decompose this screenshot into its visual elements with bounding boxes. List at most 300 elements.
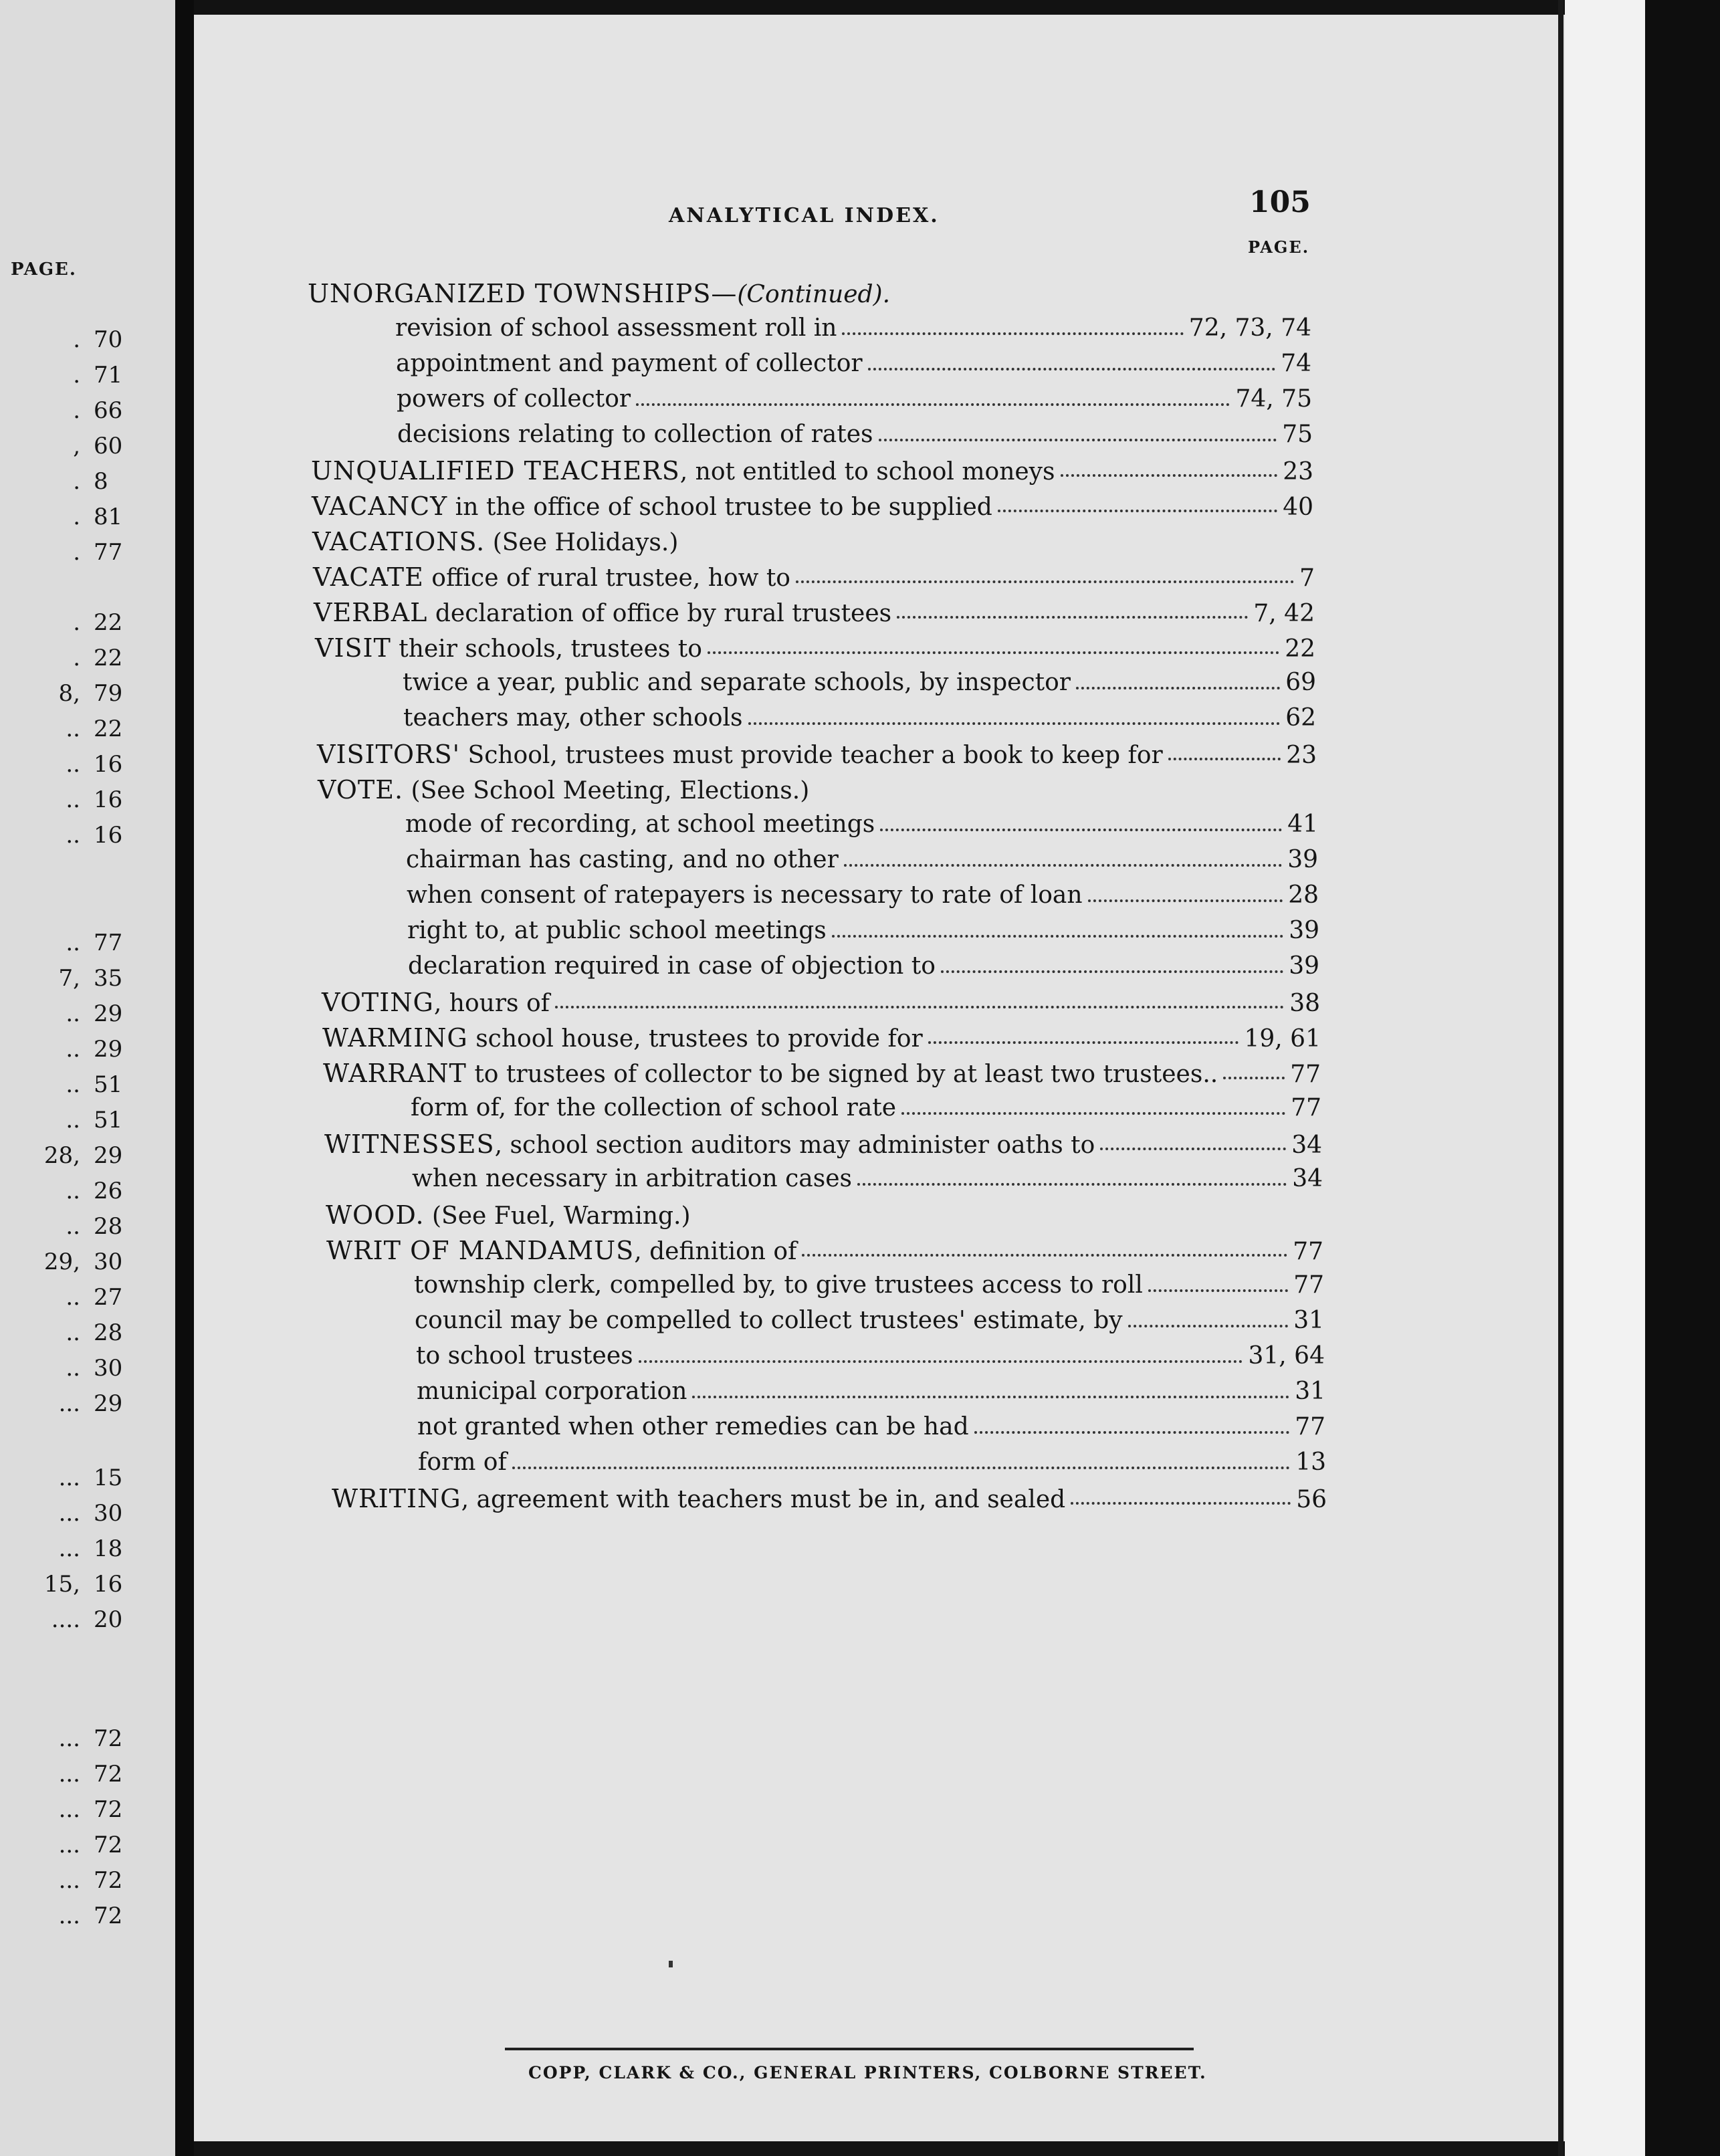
entry-text [411, 1094, 896, 1121]
page-reference: 41 [1287, 811, 1318, 838]
entry-description: township clerk, compelled by, to give trustees access to roll [414, 1271, 1143, 1299]
entry-heading: WARRANT [323, 1059, 467, 1088]
left-page-row [0, 1796, 123, 1823]
left-page-row [0, 680, 123, 707]
index-entry-main [323, 1059, 1321, 1089]
index-entry-sub [397, 385, 1312, 416]
left-page-leader: ... [58, 1500, 80, 1527]
entry-description: when necessary in arbitration cases [412, 1165, 852, 1192]
left-page-row [0, 362, 123, 389]
page-reference: 62 [1285, 704, 1316, 732]
index-entry-main [308, 279, 1311, 310]
entry-description: form of [418, 1448, 507, 1476]
running-head: ANALYTICAL INDEX. [669, 204, 940, 227]
dot-leader [796, 580, 1294, 583]
entry-text [395, 314, 837, 342]
left-page-number: 29 [94, 1036, 123, 1063]
dot-leader [802, 1254, 1287, 1257]
left-page-row [0, 1465, 123, 1491]
left-page-row [0, 1867, 123, 1894]
entry-text [308, 279, 890, 308]
dot-leader [1148, 1289, 1288, 1292]
entry-text [318, 775, 809, 804]
dot-leader [636, 403, 1230, 406]
left-page-leader: .. [66, 1071, 80, 1098]
left-page-number: 22 [94, 716, 123, 742]
page-reference: 34 [1291, 1131, 1322, 1159]
left-page-row [0, 930, 123, 956]
page-reference: 56 [1296, 1486, 1327, 1513]
left-page-number: 77 [94, 930, 123, 956]
entry-note: (Continued). [737, 281, 891, 308]
dot-leader [897, 616, 1248, 619]
entry-description: , hours of [433, 990, 550, 1017]
left-page-row [0, 1284, 123, 1311]
left-page-leader: .. [66, 1178, 80, 1204]
left-page-row [0, 1500, 123, 1527]
left-page-row [0, 1725, 123, 1752]
left-page-leader: .. [66, 1000, 80, 1027]
entry-heading: WRIT OF MANDAMUS [326, 1236, 635, 1265]
left-page-number: 16 [94, 751, 123, 778]
left-page-number: 51 [94, 1107, 123, 1134]
left-page-leader: ... [58, 1867, 80, 1894]
left-page-leader: .. [66, 1355, 80, 1382]
page-column-header: PAGE. [1248, 237, 1310, 257]
index-entry-sub [406, 846, 1318, 877]
left-page-row [0, 786, 123, 813]
index-entry-sub [416, 1342, 1325, 1373]
left-page-number: 22 [94, 645, 123, 671]
entry-description: , definition of [634, 1238, 797, 1265]
left-page-leader: 29, [43, 1249, 80, 1275]
entry-description: office of rural trustee, how to [423, 564, 790, 592]
index-entry-sub [397, 421, 1313, 451]
left-page-row [0, 645, 123, 671]
left-page-leader: .. [66, 751, 80, 778]
left-page-row [0, 1535, 123, 1562]
entry-text [405, 811, 875, 838]
entry-description: school house, trustees to provide for [467, 1025, 923, 1053]
left-page-leader: .. [66, 1319, 80, 1346]
index-entry-sub [403, 704, 1316, 735]
dot-leader [941, 970, 1283, 973]
index-entry-main [313, 562, 1315, 593]
left-page-number: 29 [94, 1142, 123, 1169]
index-entry-main [322, 988, 1320, 1018]
page-reference: 23 [1283, 458, 1313, 486]
left-page-number: 20 [94, 1606, 123, 1633]
entry-text [408, 952, 936, 980]
page-reference: 74 [1281, 350, 1311, 377]
left-page-row [0, 609, 123, 636]
left-page-row [0, 1213, 123, 1240]
left-page-row [0, 1390, 123, 1417]
left-page-number: 72 [94, 1761, 123, 1788]
left-page-row [0, 539, 123, 566]
left-page-number: 72 [94, 1903, 123, 1929]
entry-description: mode of recording, at school meetings [405, 811, 875, 838]
dot-leader [901, 1112, 1285, 1115]
entry-heading: VACANCY [312, 492, 448, 521]
entry-description: , agreement with teachers must be in, and sealed [461, 1486, 1066, 1513]
dot-leader [880, 829, 1282, 831]
left-page-row [0, 1000, 123, 1027]
entry-heading: WITNESSES [324, 1129, 495, 1159]
index-entry-main [314, 598, 1315, 629]
left-page-header: PAGE. [11, 259, 77, 280]
left-page-row [0, 1571, 123, 1598]
left-page-leader: .. [66, 716, 80, 742]
entry-text [397, 421, 873, 448]
left-page-number: 28 [94, 1319, 123, 1346]
dot-leader [1100, 1148, 1286, 1150]
dot-leader [1061, 474, 1278, 477]
printer-imprint: COPP, CLARK & CO., GENERAL PRINTERS, COLBORNE STREET. [528, 2063, 1207, 2082]
left-page-number: 77 [94, 539, 123, 566]
entry-description: declaration of office by rural trustees [427, 600, 892, 627]
left-page-number: 60 [94, 433, 123, 459]
entry-description: School, trustees must provide teacher a book to keep for [460, 742, 1163, 769]
left-page-number: 72 [94, 1725, 123, 1752]
entry-heading: VACATE [313, 562, 424, 592]
dot-leader [1223, 1077, 1285, 1079]
entry-heading: UNQUALIFIED TEACHERS [311, 456, 680, 486]
entry-text [418, 1448, 507, 1476]
entry-text [315, 633, 702, 663]
entry-text [415, 1307, 1123, 1334]
dot-leader [868, 368, 1276, 370]
left-page-number: 79 [94, 680, 123, 707]
left-page-number: 72 [94, 1867, 123, 1894]
left-page-leader: . [73, 362, 80, 389]
dot-leader [512, 1467, 1290, 1469]
left-page-number: 81 [94, 504, 123, 530]
left-page-row [0, 1071, 123, 1098]
index-entry-sub [414, 1271, 1324, 1302]
entry-description: (See Holidays.) [485, 529, 679, 556]
page-reference: 77 [1295, 1413, 1325, 1440]
entry-description: to school trustees [416, 1342, 633, 1370]
left-page-leader: . [73, 539, 80, 566]
entry-text [326, 1200, 691, 1230]
left-page-leader: .. [66, 1036, 80, 1063]
index-entry-sub [396, 350, 1311, 381]
page-reference: 7 [1299, 564, 1315, 592]
index-entry-main [318, 775, 1317, 806]
left-page-number: 71 [94, 362, 123, 389]
page-reference: 23 [1286, 742, 1317, 769]
entry-text [412, 1165, 852, 1192]
dot-leader [928, 1041, 1239, 1044]
left-page-leader: ... [58, 1761, 80, 1788]
left-page-number: 16 [94, 786, 123, 813]
entry-description: not granted when other remedies can be had [417, 1413, 969, 1440]
left-page-number: 29 [94, 1000, 123, 1027]
entry-text [324, 1129, 1095, 1159]
left-page-leader: 15, [43, 1571, 80, 1598]
left-page-leader: .. [66, 786, 80, 813]
dot-leader [842, 332, 1183, 335]
left-page-leader: . [73, 504, 80, 530]
left-page-number: 72 [94, 1796, 123, 1823]
page-reference: 7, 42 [1253, 600, 1315, 627]
left-page-number: 22 [94, 609, 123, 636]
page-reference: 39 [1289, 952, 1319, 980]
dot-leader [974, 1431, 1290, 1434]
index-page [194, 15, 1565, 2141]
page-reference: 38 [1289, 990, 1320, 1017]
left-page-fragment [0, 0, 175, 2156]
dot-leader [998, 510, 1277, 512]
index-entry-main [326, 1236, 1323, 1267]
left-page-number: 29 [94, 1390, 123, 1417]
left-page-leader: .... [51, 1606, 80, 1633]
left-page-number: 66 [94, 397, 123, 424]
left-page-row [0, 1903, 123, 1929]
left-page-row [0, 1178, 123, 1204]
left-page-leader: ... [58, 1725, 80, 1752]
entry-text [407, 917, 827, 944]
index-entry-main [315, 633, 1315, 664]
index-entry-sub [417, 1413, 1325, 1444]
entry-description: when consent of ratepayers is necessary to rate of loan [407, 881, 1083, 909]
scan-border [1645, 0, 1720, 2156]
left-page-row [0, 504, 123, 530]
page-reference: 74, 75 [1235, 385, 1312, 413]
dot-leader [1088, 899, 1283, 902]
index-entry-sub [408, 952, 1319, 983]
entry-text [407, 881, 1083, 909]
entry-description: chairman has casting, and no other [406, 846, 839, 873]
left-page-row [0, 965, 123, 992]
page-reference: 34 [1292, 1165, 1323, 1192]
page-reference: 77 [1293, 1271, 1324, 1299]
index-entry-sub [407, 917, 1319, 948]
index-entry-sub [412, 1165, 1323, 1196]
left-page-row [0, 468, 108, 495]
dot-leader [692, 1396, 1289, 1398]
entry-text [322, 988, 550, 1017]
entry-description: appointment and payment of collector [396, 350, 863, 377]
entry-text [322, 1023, 923, 1053]
left-page-leader: ... [58, 1903, 80, 1929]
index-entry-main [332, 1484, 1327, 1515]
left-page-leader: .. [66, 1284, 80, 1311]
entry-description: (See School Meeting, Elections.) [403, 777, 810, 804]
book-gutter [175, 0, 194, 2156]
page-reference: 22 [1285, 635, 1315, 663]
entry-text [332, 1484, 1065, 1513]
entry-description: council may be compelled to collect trustees' estimate, by [415, 1307, 1123, 1334]
entry-description: decisions relating to collection of rates [397, 421, 873, 448]
left-page-row [0, 1761, 123, 1788]
page-edge-shadow [1558, 0, 1564, 2156]
index-entry-main [326, 1200, 1323, 1231]
index-entry-sub [407, 881, 1319, 912]
left-page-row [0, 1036, 123, 1063]
entry-description: teachers may, other schools [403, 704, 743, 732]
page-reference: 69 [1285, 669, 1316, 696]
entry-heading: VISITORS' [317, 740, 461, 769]
left-page-row [0, 326, 123, 353]
left-page-number: 72 [94, 1832, 123, 1858]
left-page-row [0, 1832, 123, 1858]
left-page-number: 51 [94, 1071, 123, 1098]
page-reference: 13 [1295, 1448, 1326, 1476]
left-page-leader: . [73, 468, 80, 495]
left-page-number: 27 [94, 1284, 123, 1311]
left-page-number: 18 [94, 1535, 123, 1562]
left-page-number: 16 [94, 1571, 123, 1598]
dot-leader [1168, 758, 1281, 760]
dot-leader [555, 1006, 1284, 1008]
left-page-row [0, 433, 123, 459]
page-number: 105 [1249, 185, 1311, 219]
entry-description: (See Fuel, Warming.) [424, 1202, 691, 1230]
entry-heading: VERBAL [314, 598, 428, 627]
left-page-leader: 7, [58, 965, 80, 992]
page-reference: 19, 61 [1244, 1025, 1321, 1053]
left-page-leader: .. [66, 822, 80, 849]
dot-leader [879, 439, 1277, 441]
entry-heading: WARMING [322, 1023, 468, 1053]
left-page-row [0, 1107, 123, 1134]
left-page-row [0, 751, 123, 778]
dot-leader [748, 722, 1281, 725]
page-reference: 39 [1287, 846, 1318, 873]
dot-leader [1076, 687, 1280, 689]
left-page-number: 30 [94, 1500, 123, 1527]
dot-leader [708, 651, 1279, 654]
page-edge [1565, 0, 1645, 2156]
left-page-row [0, 716, 123, 742]
left-page-number: 35 [94, 965, 123, 992]
left-page-row [0, 397, 123, 424]
entry-text [417, 1378, 687, 1405]
entry-text [403, 669, 1071, 696]
index-entry-sub [415, 1307, 1324, 1337]
entry-description: form of, for the collection of school rate [411, 1094, 897, 1121]
entry-text [417, 1413, 969, 1440]
entry-text [326, 1236, 796, 1265]
entry-text [396, 350, 863, 377]
index-entry-sub [417, 1378, 1325, 1408]
left-page-number: 70 [94, 326, 123, 353]
left-page-leader: .. [66, 1213, 80, 1240]
left-page-row [0, 1249, 123, 1275]
entry-text [312, 527, 678, 556]
page-reference: 77 [1291, 1094, 1321, 1121]
left-page-leader: , [73, 433, 80, 459]
left-page-number: 28 [94, 1213, 123, 1240]
index-entry-main [312, 527, 1314, 558]
page-reference: 75 [1282, 421, 1313, 448]
page-reference: 77 [1293, 1238, 1323, 1265]
entry-heading: VACATIONS. [312, 527, 486, 556]
entry-description: , school section auditors may administer oaths to [494, 1131, 1095, 1159]
dot-leader [639, 1360, 1243, 1363]
entry-heading: VISIT [315, 633, 391, 663]
left-page-row [0, 1142, 123, 1169]
entry-text [397, 385, 631, 413]
entry-description: powers of collector [397, 385, 631, 413]
page-reference: 39 [1289, 917, 1319, 944]
index-entry-sub [411, 1094, 1321, 1125]
entry-text [323, 1059, 1218, 1088]
dot-leader [832, 935, 1283, 938]
index-entry-sub [403, 669, 1316, 699]
left-page-leader: .. [66, 1107, 80, 1134]
left-page-number: 30 [94, 1249, 123, 1275]
left-page-leader: 28, [43, 1142, 80, 1169]
index-entry-main [311, 456, 1313, 487]
entry-description: right to, at public school meetings [407, 917, 827, 944]
entry-description: their schools, trustees to [391, 635, 702, 663]
index-entry-sub [405, 811, 1318, 841]
left-page-leader: 8, [58, 680, 80, 707]
entry-description: in the office of school trustee to be supplied [447, 494, 992, 521]
index-entry-sub [418, 1448, 1326, 1479]
page-reference: 40 [1283, 494, 1313, 521]
left-page-number: 16 [94, 822, 123, 849]
entry-heading: WRITING [332, 1484, 461, 1513]
entry-text [403, 704, 743, 732]
entry-text [312, 492, 992, 521]
left-page-leader: . [73, 326, 80, 353]
dot-leader [857, 1183, 1287, 1186]
dot-leader [844, 864, 1282, 867]
page-reference: 28 [1288, 881, 1319, 909]
entry-heading: UNORGANIZED TOWNSHIPS— [308, 279, 738, 308]
left-page-leader: . [73, 609, 80, 636]
left-page-leader: ... [58, 1796, 80, 1823]
entry-text [416, 1342, 633, 1370]
left-page-leader: ... [58, 1535, 80, 1562]
ink-speck [669, 1961, 673, 1967]
entry-heading: VOTING [322, 988, 434, 1017]
left-page-row [0, 822, 123, 849]
entry-heading: VOTE. [318, 775, 404, 804]
left-page-row [0, 1606, 123, 1633]
entry-text [314, 598, 891, 627]
left-page-number: 30 [94, 1355, 123, 1382]
left-page-row [0, 1355, 123, 1382]
entry-description: declaration required in case of objection to [408, 952, 936, 980]
left-page-leader: . [73, 397, 80, 424]
entry-text [311, 456, 1055, 486]
entry-text [317, 740, 1163, 769]
entry-description: to trustees of collector to be signed by at least two trustees.. [466, 1061, 1218, 1088]
left-page-leader: ... [58, 1465, 80, 1491]
entry-description: , not entitled to school moneys [679, 458, 1055, 486]
left-page-leader: ... [58, 1832, 80, 1858]
dot-leader [1128, 1325, 1289, 1327]
footer-rule [505, 2048, 1194, 2050]
entry-text [414, 1271, 1143, 1299]
entry-description: twice a year, public and separate schools, by inspector [403, 669, 1071, 696]
page-reference: 31 [1295, 1378, 1325, 1405]
index-entry-main [312, 492, 1313, 522]
entry-heading: WOOD. [326, 1200, 425, 1230]
index-entry-main [324, 1129, 1322, 1160]
left-page-row [0, 1319, 123, 1346]
entry-text [406, 846, 839, 873]
dot-leader [1071, 1502, 1291, 1505]
page-reference: 31 [1293, 1307, 1324, 1334]
index-entry-main [322, 1023, 1321, 1054]
entry-text [313, 562, 790, 592]
